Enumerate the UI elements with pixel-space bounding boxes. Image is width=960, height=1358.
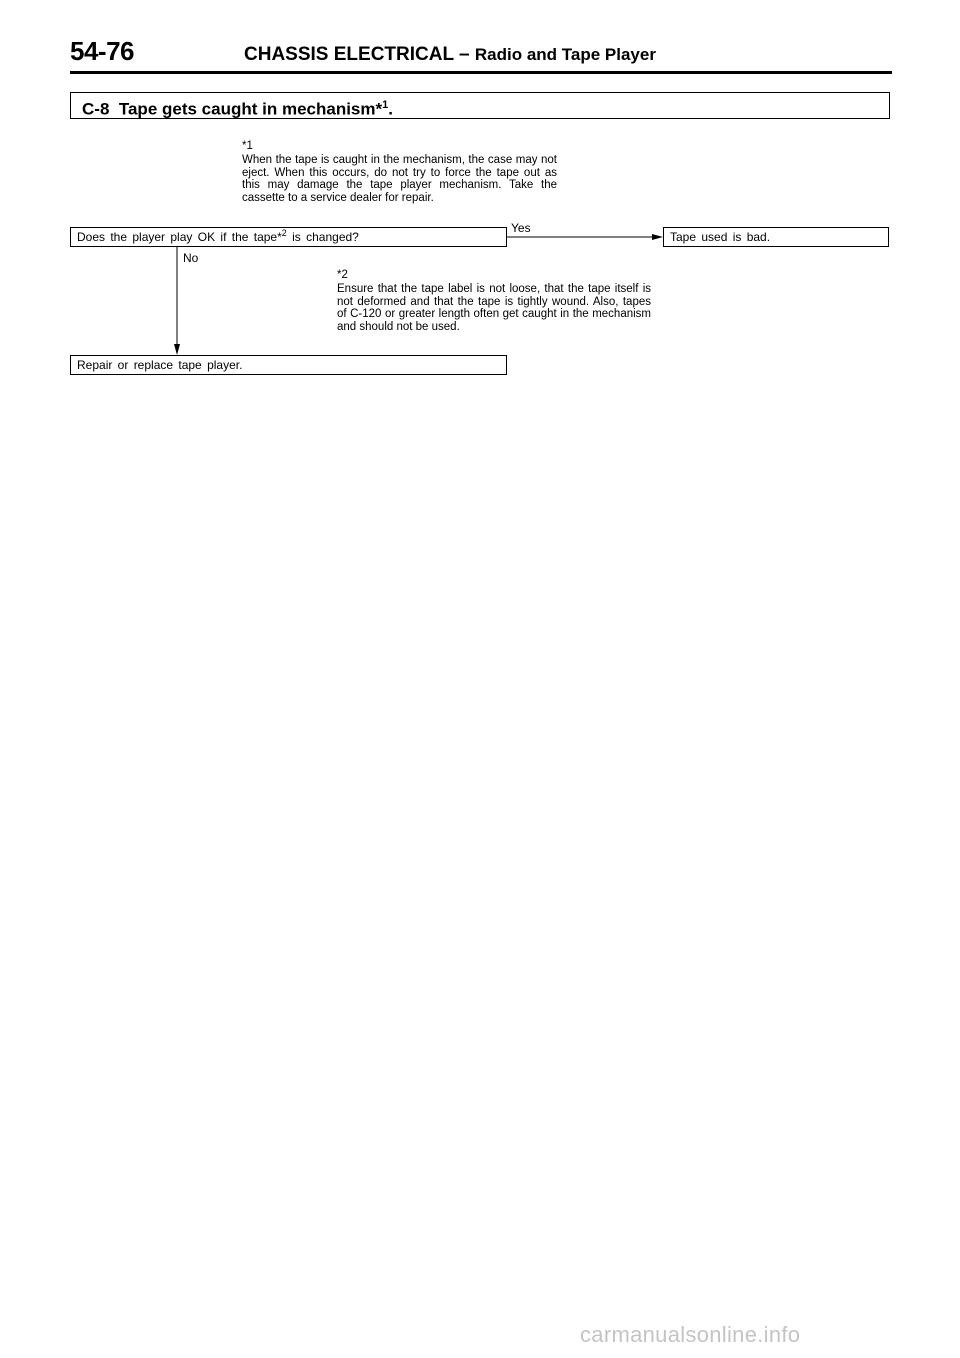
question-text-before: Does the player play OK if the tape* [77,230,282,244]
yes-arrowhead [652,234,663,240]
footnote-1-mark: *1 [242,140,253,152]
question-text-after: is changed? [286,230,359,244]
section-code: C-8 [82,99,110,119]
chapter-name: CHASSIS ELECTRICAL [244,44,454,65]
chapter-subtitle: Radio and Tape Player [474,45,656,64]
no-arrowhead [174,344,180,355]
question-footnote-ref: 2 [281,228,287,238]
title-separator: – [459,44,470,65]
question-box [70,227,507,247]
yes-label: Yes [511,221,531,235]
section-footnote-ref: 1 [382,99,389,111]
footnote-2-text: Ensure that the tape label is not loose, that the tape itself is not deformed and that the tape is tightly wound. Also, tapes of C-120 or greater length often get caught in the mechanism and should not be used. [337,283,651,333]
footnote-2 [337,269,651,333]
no-result-box: Repair or replace tape player. [70,355,507,375]
footnote-1-text: When the tape is caught in the mechanism, the case may not eject. When this occurs, do not try to force the tape out as this may damage the tape player mechanism. Take the cassette to a service dealer for repair. [242,154,557,204]
page-number: 54-76 [70,36,134,66]
watermark: carmanualsonline.info [580,1322,801,1347]
yes-result-box: Tape used is bad. [663,227,889,247]
flowchart-connectors [0,0,960,400]
footnote-2-mark: *2 [337,269,348,281]
section-title-suffix: . [388,99,393,119]
section-title: Tape gets caught in mechanism* [118,99,383,119]
no-label: No [183,251,199,265]
